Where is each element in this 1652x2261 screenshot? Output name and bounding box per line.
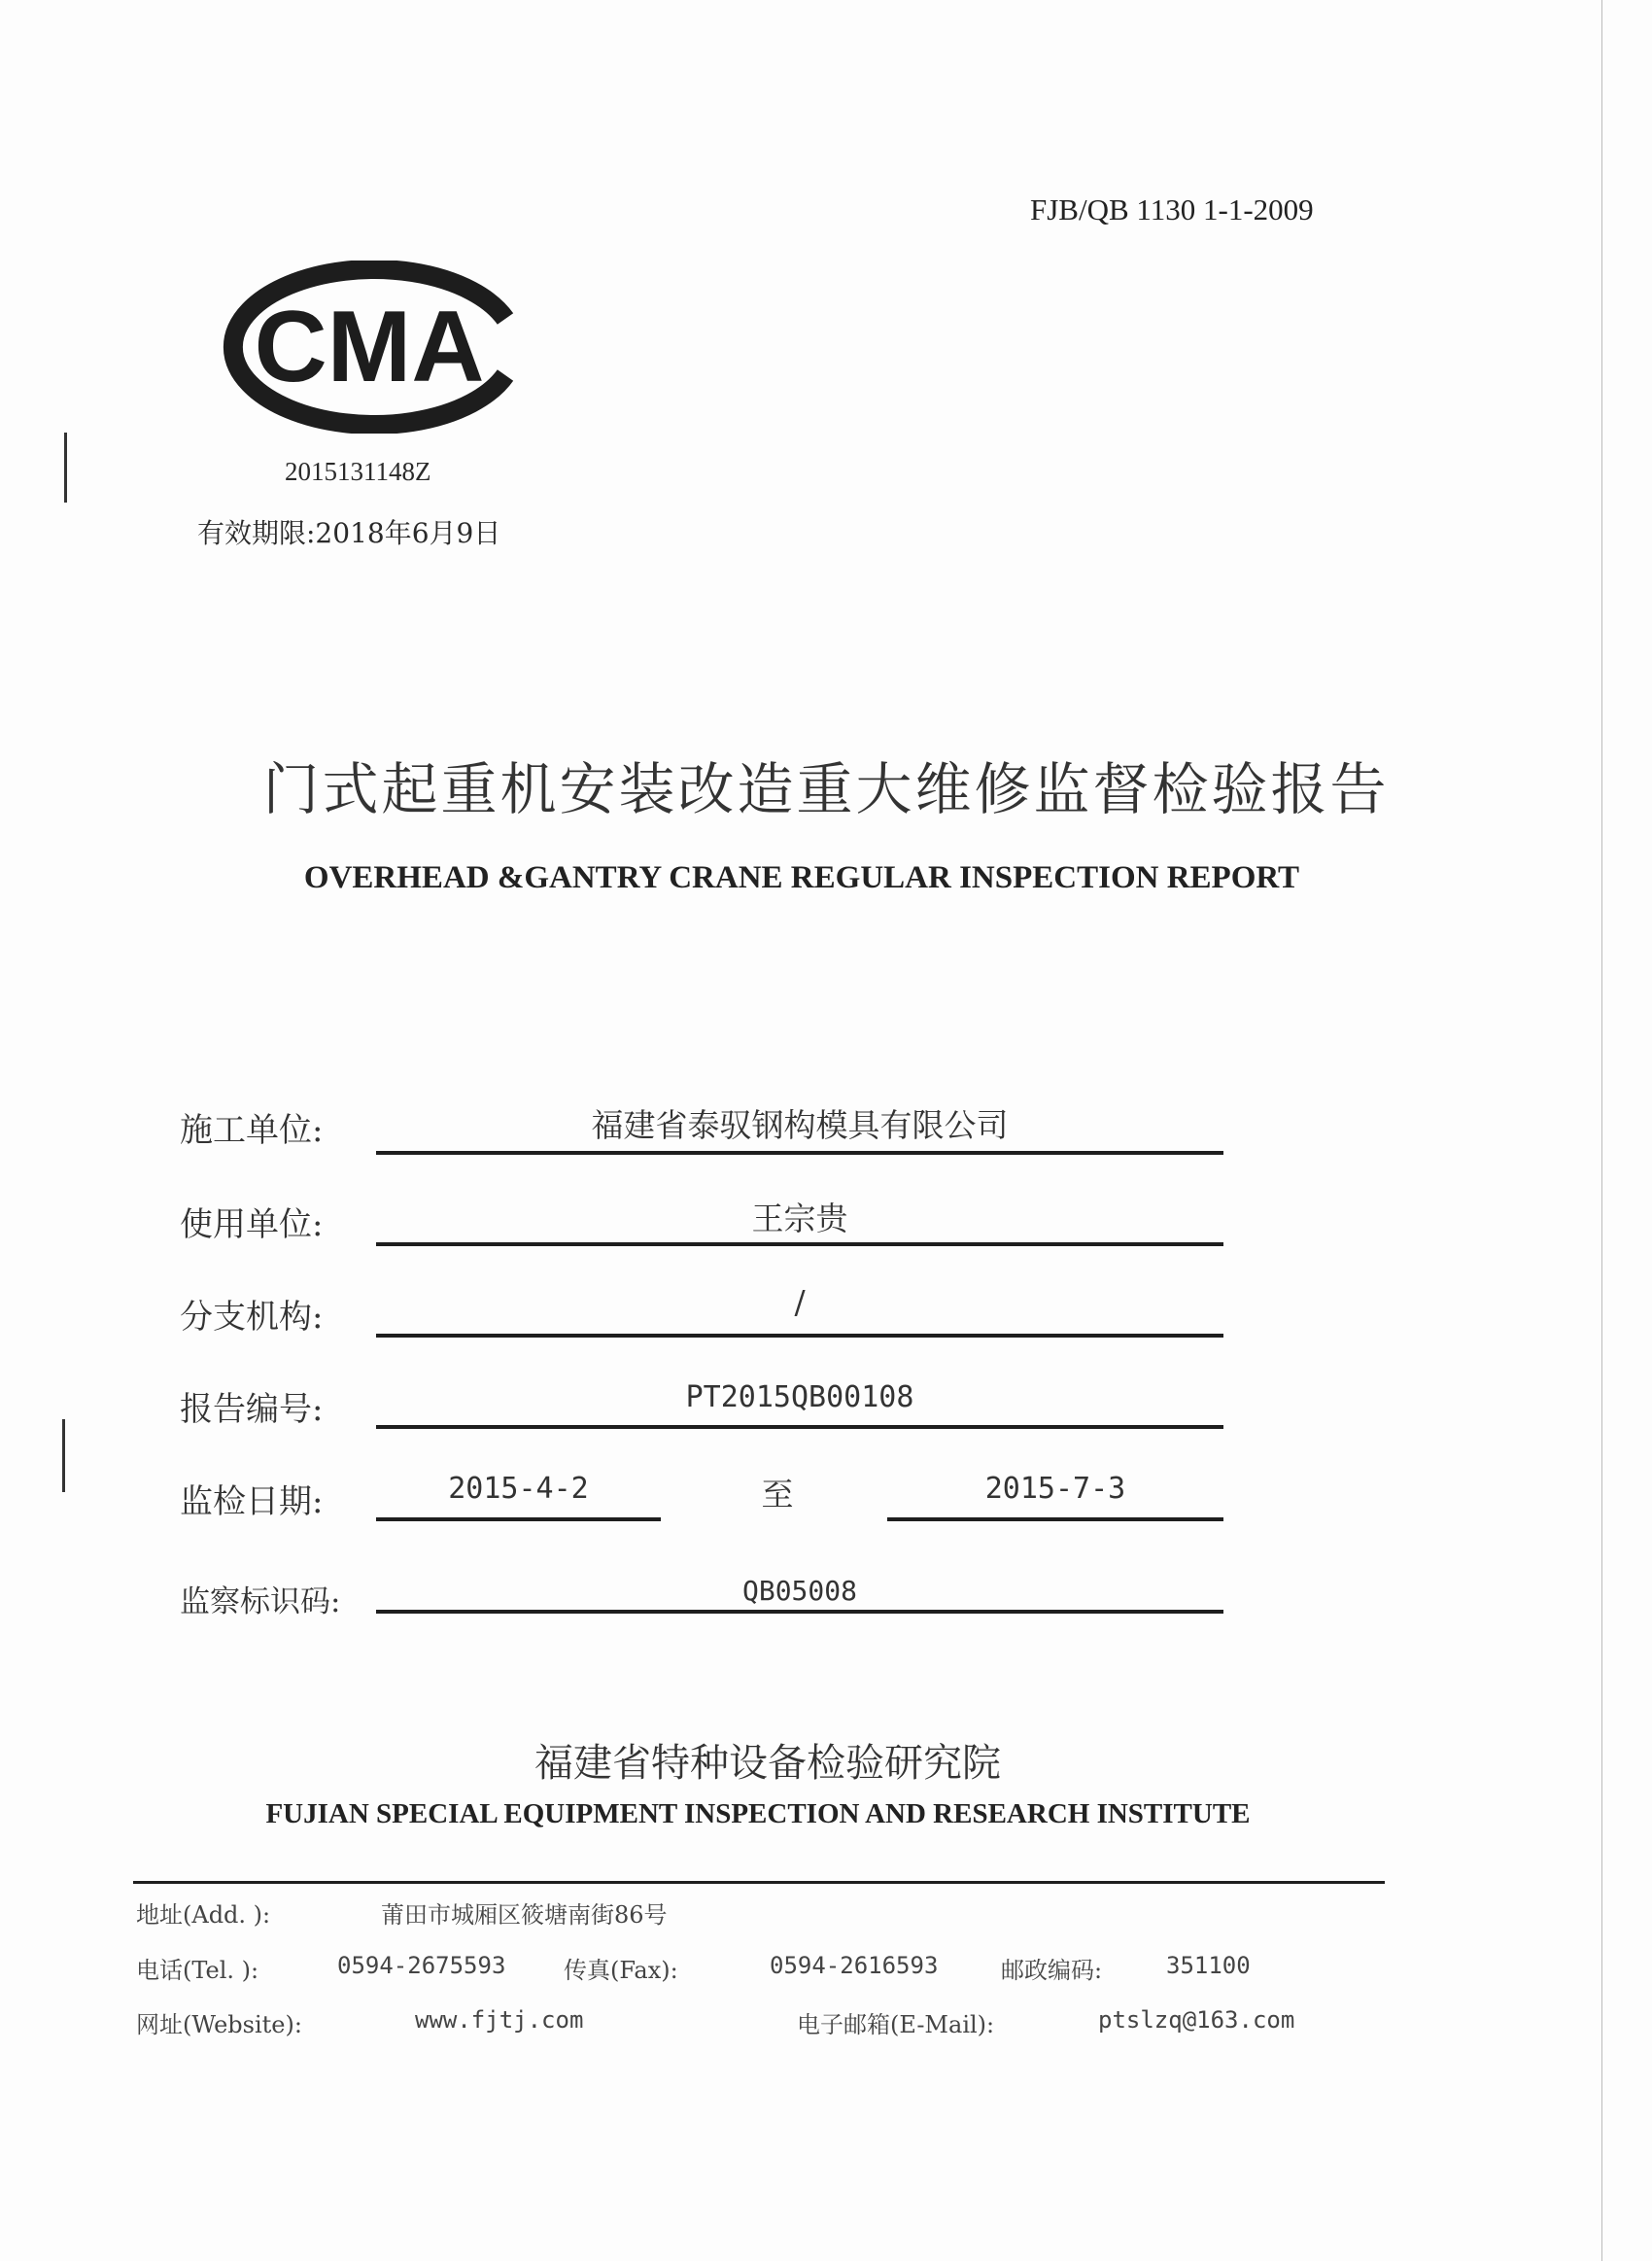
- website-link[interactable]: www.fjtj.com: [415, 2006, 584, 2034]
- inspection-date-to: 2015-7-3: [984, 1472, 1126, 1506]
- report-title-cn: 门式起重机安装改造重大维修监督检验报告: [262, 756, 1390, 822]
- contractor-label: 施工单位:: [180, 1111, 324, 1150]
- cert-number: 2015131148Z: [285, 457, 431, 486]
- branch-label: 分支机构:: [180, 1298, 324, 1337]
- contractor-underline: [376, 1151, 1223, 1155]
- scan-mark: [62, 1419, 65, 1492]
- address-label: 地址(Add. ):: [136, 1901, 271, 1929]
- supervision-code-value: QB05008: [741, 1575, 857, 1607]
- contractor-value: 福建省泰驭钢构模具有限公司: [591, 1106, 1009, 1144]
- address-value: 莆田市城厢区筱塘南街86号: [381, 1901, 668, 1929]
- date-to-word: 至: [761, 1476, 794, 1513]
- cma-logo: [219, 261, 520, 434]
- footer-divider: [133, 1881, 1385, 1884]
- report-title-en: OVERHEAD &GANTRY CRANE REGULAR INSPECTION REPORT: [303, 860, 1300, 895]
- institute-name-cn: 福建省特种设备检验研究院: [534, 1741, 1001, 1786]
- user-value: 王宗贵: [751, 1200, 848, 1237]
- scan-mark: [64, 433, 67, 503]
- report-no-label: 报告编号:: [180, 1390, 324, 1429]
- report-no-underline: [376, 1425, 1223, 1429]
- branch-underline: [376, 1334, 1223, 1338]
- email-link[interactable]: ptslzq@163.com: [1098, 2006, 1295, 2034]
- fax-value: 0594-2616593: [770, 1952, 939, 1979]
- standard-code: FJB/QB 1130 1-1-2009: [1030, 192, 1314, 226]
- institute-name-en: FUJIAN SPECIAL EQUIPMENT INSPECTION AND RESEARCH INSTITUTE: [265, 1798, 1251, 1829]
- date-from-underline: [376, 1517, 661, 1521]
- supervision-code-underline: [376, 1610, 1223, 1614]
- tel-value: 0594-2675593: [337, 1952, 506, 1979]
- validity-date: 有效期限:2018年6月9日: [197, 517, 501, 549]
- user-label: 使用单位:: [180, 1205, 324, 1244]
- inspection-date-label: 监检日期:: [180, 1482, 324, 1521]
- postcode-label: 邮政编码:: [1001, 1957, 1103, 1984]
- tel-label: 电话(Tel. ):: [136, 1957, 259, 1984]
- website-label: 网址(Website):: [136, 2011, 302, 2038]
- user-underline: [376, 1242, 1223, 1246]
- scan-edge: [1601, 0, 1602, 2261]
- report-no-value: PT2015QB00108: [685, 1380, 914, 1414]
- supervision-code-label: 监察标识码:: [180, 1584, 341, 1619]
- inspection-date-from: 2015-4-2: [448, 1472, 589, 1506]
- fax-label: 传真(Fax):: [564, 1957, 678, 1984]
- email-label: 电子邮箱(E-Mail):: [797, 2011, 995, 2038]
- cma-logo-text: CMA: [254, 291, 485, 403]
- branch-value: /: [794, 1283, 806, 1321]
- date-to-underline: [887, 1517, 1223, 1521]
- postcode-value: 351100: [1166, 1952, 1251, 1979]
